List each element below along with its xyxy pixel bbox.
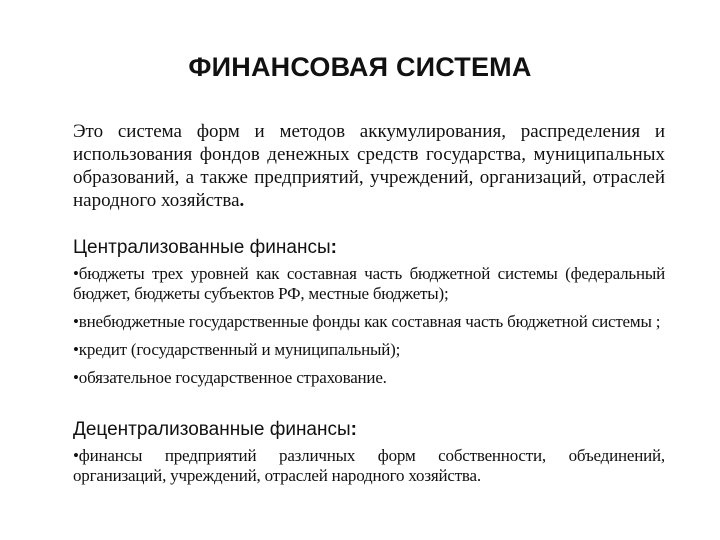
list-item-text: финансы предприятий различных форм собственности, объединений, организаций, учреждений, отраслей народного хозяйства. [73, 446, 665, 485]
list-item [73, 312, 665, 332]
bullet-icon: • [73, 340, 79, 359]
decentralized-heading-text: Децентрализованные финансы [73, 419, 351, 440]
list-item [73, 264, 665, 304]
bullet-icon: • [73, 312, 79, 331]
decentralized-heading-colon: : [350, 419, 357, 440]
decentralized-heading [73, 418, 665, 441]
definition-paragraph [73, 120, 665, 212]
list-item-text: обязательное государственное страхование. [78, 368, 387, 387]
centralized-list [73, 264, 665, 388]
list-item [73, 368, 665, 388]
definition-end: . [239, 190, 245, 211]
decentralized-list [73, 446, 665, 486]
centralized-heading-text: Централизованные финансы [73, 237, 331, 258]
list-item-text: кредит (государственный и муниципальный); [78, 340, 401, 359]
list-item [73, 446, 665, 486]
page-title: ФИНАНСОВАЯ СИСТЕМА [188, 52, 532, 82]
list-item-text: бюджеты трех уровней как составная часть бюджетной системы (федеральный бюджет, бюджеты субъектов РФ, местные бюджеты); [73, 264, 665, 303]
document-body [73, 120, 665, 494]
list-item [73, 340, 665, 360]
bullet-icon: • [73, 446, 79, 465]
bullet-icon: • [73, 264, 79, 283]
list-item-text: внебюджетные государственные фонды как составная часть бюджетной системы ; [78, 312, 661, 331]
centralized-heading [73, 236, 665, 259]
definition-text: Это система форм и методов аккумулирования, распределения и использования фондов денежных средств государства, муниципальных образований, а также предприятий, учреждений, организаций, отраслей народного хозяйства [73, 121, 665, 211]
bullet-icon: • [73, 368, 79, 387]
centralized-heading-colon: : [330, 237, 337, 258]
